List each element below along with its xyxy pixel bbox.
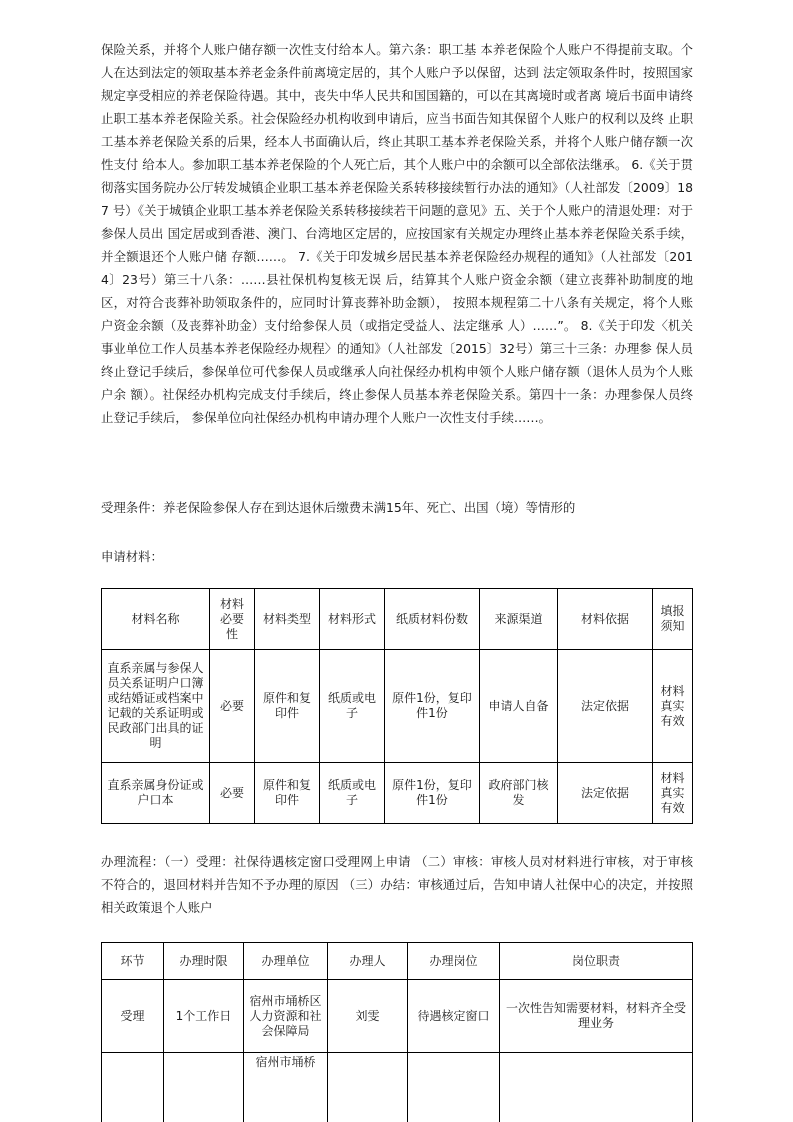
table-cell: 原件1份，复印件1份 (385, 763, 480, 824)
table-cell: 直系亲属身份证或户口本 (102, 763, 210, 824)
materials-table (101, 588, 693, 824)
table-cell: 原件和复印件 (255, 763, 320, 824)
process-steps-table (101, 942, 693, 1122)
table-row (102, 763, 693, 824)
table-cell (500, 1053, 693, 1122)
table-row (102, 650, 693, 763)
header-cell: 材料依据 (558, 589, 653, 650)
header-cell: 办理岗位 (408, 943, 500, 980)
table-cell: 材料真实有效 (653, 650, 693, 763)
acceptance-condition: 受理条件：养老保险参保人存在到达退休后缴费未满15年、死亡、出国（境）等情形的 (101, 500, 576, 515)
table-cell: 原件和复印件 (255, 650, 320, 763)
table-cell: 一次性告知需要材料，材料齐全受理业务 (500, 980, 693, 1053)
table-cell (328, 1053, 408, 1122)
table-cell (102, 1053, 164, 1122)
header-cell: 办理人 (328, 943, 408, 980)
table-cell: 1个工作日 (164, 980, 244, 1053)
table-cell: 宿州市埇桥 (244, 1053, 328, 1122)
table-cell: 必要 (210, 650, 255, 763)
table-cell: 纸质或电子 (320, 763, 385, 824)
table-cell (408, 1053, 500, 1122)
table-cell: 刘雯 (328, 980, 408, 1053)
table-cell: 受理 (102, 980, 164, 1053)
table-cell: 必要 (210, 763, 255, 824)
table-cell: 材料真实有效 (653, 763, 693, 824)
header-cell: 岗位职责 (500, 943, 693, 980)
header-cell: 来源渠道 (480, 589, 558, 650)
process-description: 办理流程：（一）受理：社保待遇核定窗口受理网上申请 （二）审核：审核人员对材料进行审核，对于审核不符合的，退回材料并告知不予办理的原因 （三）办结：审核通过后，告知申请人社保中心的决定，并按照相关政策退个人账户 (101, 854, 693, 915)
materials-heading: 申请材料： (101, 549, 163, 564)
table-cell: 原件1份，复印件1份 (385, 650, 480, 763)
table-cell: 政府部门核发 (480, 763, 558, 824)
header-cell: 办理时限 (164, 943, 244, 980)
table-header-row (102, 589, 693, 650)
table-header-row (102, 943, 693, 980)
header-cell: 纸质材料份数 (385, 589, 480, 650)
header-cell: 材料名称 (102, 589, 210, 650)
table-cell: 法定依据 (558, 650, 653, 763)
header-cell: 环节 (102, 943, 164, 980)
header-cell: 填报须知 (653, 589, 693, 650)
table-cell: 宿州市埇桥区人力资源和社会保障局 (244, 980, 328, 1053)
table-cell: 待遇核定窗口 (408, 980, 500, 1053)
table-cell: 直系亲属与参保人员关系证明户口簿或结婚证或档案中记载的关系证明或民政部门出具的证明 (102, 650, 210, 763)
table-cell: 申请人自备 (480, 650, 558, 763)
table-row (102, 1053, 693, 1122)
table-cell (164, 1053, 244, 1122)
header-cell: 办理单位 (244, 943, 328, 980)
table-row (102, 980, 693, 1053)
header-cell: 材料形式 (320, 589, 385, 650)
header-cell: 材料必要性 (210, 589, 255, 650)
policy-basis-paragraph: 保险关系，并将个人账户储存额一次性支付给本人。第六条：职工基 本养老保险个人账户不得提前支取。个人在达到法定的领取基本养老金条件前离境定居的，其个人账户予以保留，达到 法定领取条件时，按照国家规定享受相应的养老保险待遇。其中，丧失中华人民共和国国籍的，可以在其离境时或者离 境后书面申请终止职工基本养老保险关系。社会保险经办机构收到申请后，应当书面告知其保留个人账户的权利以及终 止职工基本养老保险关系的后果，经本人书面确认后，终止其职工基本养老保险关系，并将个人账户储存额一次性支付 给本人。参加职工基本养老保险的个人死亡后，其个人账户中的余额可以全部依法继承。 6.《关于贯彻落实国务院办公厅转发城镇企业职工基本养老保险关系转移接续暂行办法的通知》（人社部发〔2009〕187 号）《关于城镇企业职工基本养老保险关系转移接续若干问题的意见》五、关于个人账户的清退处理：对于参保人员出 国定居或到香港、澳门、台湾地区定居的，应按国家有关规定办理终止基本养老保险关系手续，并全额退还个人账户储 存额……。 7.《关于印发城乡居民基本养老保险经办规程的通知》（人社部发〔2014〕23号）第三十八条：……县社保机构复核无误 后，结算其个人账户资金余额（建立丧葬补助制度的地区，对符合丧葬补助领取条件的，应同时计算丧葬补助金额）， 按照本规程第二十八条有关规定，将个人账户资金余额（及丧葬补助金）支付给参保人员（或指定受益人、法定继承 人）……”。 8.《关于印发〈机关事业单位工作人员基本养老保险经办规程〉的通知》（人社部发〔2015〕32号）第三十三条：办理参 保人员终止登记手续后，参保单位可代参保人员或继承人向社保经办机构申领个人账户储存额（退休人员为个人账户余 额）。社保经办机构完成支付手续后，终止参保人员基本养老保险关系。第四十一条：办理参保人员终止登记手续后， 参保单位向社保经办机构申请办理个人账户一次性支付手续……。 (101, 42, 693, 425)
table-cell: 法定依据 (558, 763, 653, 824)
header-cell: 材料类型 (255, 589, 320, 650)
table-cell: 纸质或电子 (320, 650, 385, 763)
